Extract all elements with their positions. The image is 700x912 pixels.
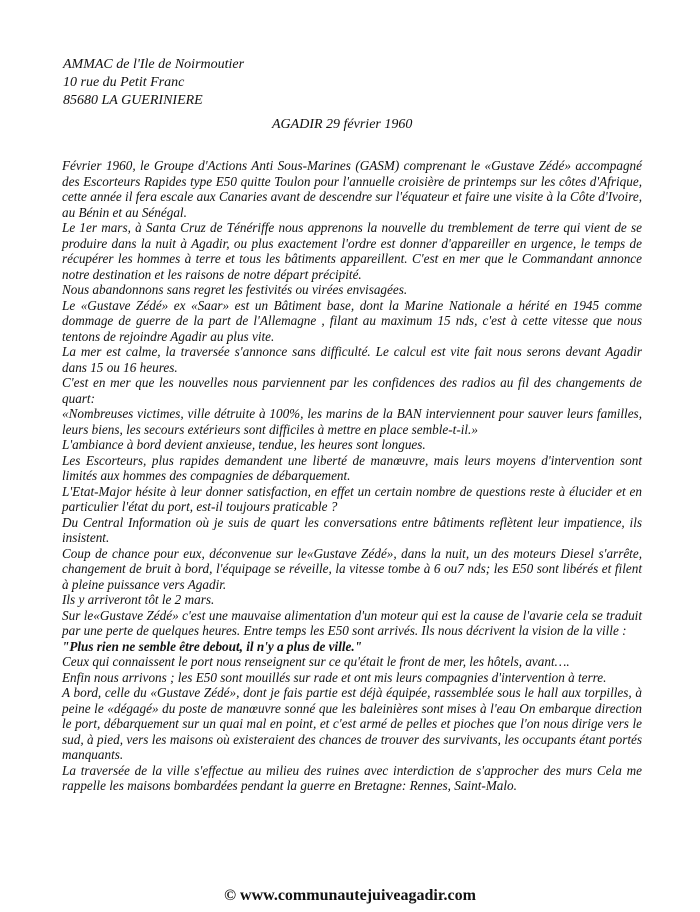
body-paragraph: L'Etat-Major hésite à leur donner satisfaction, en effet un certain nombre de questions reste à élucider et en particulier l'état du port, est-il toujours praticable ?: [62, 483, 642, 514]
body-paragraph: L'ambiance à bord devient anxieuse, tendue, les heures sont longues.: [62, 437, 426, 452]
body-paragraph: Coup de chance pour eux, déconvenue sur le«Gustave Zédé», dans la nuit, un des moteurs Diesel s'arrête, changement de bruit à bord, l'équipage se réveille, la vitesse tombe à 6 ou7 nds; les E50 sont libérés et filent à pleine puissance vers Agadir.: [62, 545, 642, 592]
body-paragraph: Du Central Information où je suis de quart les conversations entre bâtiments reflètent leur impatience, ils insistent.: [62, 514, 642, 545]
place-date: AGADIR 29 février 1960: [272, 117, 413, 132]
sender-address: [63, 56, 244, 110]
body-paragraph: A bord, celle du «Gustave Zédé», dont je fais partie est déjà équipée, rassemblée sous le hall aux torpilles, à peine le «dégagé» du poste de manœuvre sonné que les baleinières sont mises à l'eau On embarque direction le port, débarquement sur un quai mal en point, et c'est armé de pelles et pioches que l'on nous dirige vers le sud, à pied, vers les maisons où existeraient des chances de trouver des survivants, les occupants étant portés manquants.: [62, 685, 642, 762]
body-paragraph: La traversée de la ville s'effectue au milieu des ruines avec interdiction de s'approcher des murs Cela me rappelle les maisons bombardées pendant la guerre en Bretagne: Rennes, Saint-Malo.: [62, 762, 642, 793]
body-paragraph: Enfin nous arrivons ; les E50 sont mouillés sur rade et ont mis leurs compagnies d'intervention à terre.: [62, 669, 607, 685]
body-paragraph: «Nombreuses victimes, ville détruite à 100%, les marins de la BAN interviennent pour sauver leurs familles, leurs biens, les secours extérieurs sont difficiles à mettre en place semble-t-il.»: [62, 406, 642, 437]
address-line-organization: AMMAC de l'Ile de Noirmoutier: [63, 57, 245, 72]
body-paragraph: Sur le«Gustave Zédé» c'est une mauvaise alimentation d'un moteur qui est la cause de l'avarie cela se traduit par une perte de quelques heures. Entre temps les E50 sont arrivés. Ils nous décrivent la vision de la ville :: [62, 607, 642, 638]
body-paragraph: Ils y arriveront tôt le 2 mars.: [62, 592, 215, 607]
address-line-city: 85680 LA GUERINIERE: [63, 93, 203, 108]
body-paragraph: Le 1er mars, à Santa Cruz de Ténériffe nous apprenons la nouvelle du tremblement de terre qui vient de se produire dans la nuit à Agadir, ou plus exactement l'ordre est donner d'appareiller en urgence, le temps de récupérer les hommes à terre et tous les bâtiments appareillent. C'est en mer que le Commandant annonce notre destination et les raisons de notre départ précipité.: [62, 220, 642, 282]
body-paragraph: C'est en mer que les nouvelles nous parviennent par les confidences des radios au fil des changements de quart:: [62, 375, 642, 406]
body-paragraph: Nous abandonnons sans regret les festivités ou virées envisagées.: [62, 282, 408, 297]
body-paragraph: Le «Gustave Zédé» ex «Saar» est un Bâtiment base, dont la Marine Nationale a hérité en 1945 comme dommage de guerre de la part de l'Allemagne , filant au maximum 15 nds, c'est à cette vitesse que nous tentons de rejoindre Agadir au plus vite.: [62, 297, 642, 344]
body-paragraph: Ceux qui connaissent le port nous renseignent sur ce qu'était le front de mer, les hôtels, avant….: [62, 654, 570, 669]
body-paragraph: Les Escorteurs, plus rapides demandent une liberté de manœuvre, mais leurs moyens d'intervention sont limités aux hommes des compagnies de débarquement.: [62, 452, 642, 483]
address-line-street: 10 rue du Petit Franc: [63, 75, 185, 90]
letter-body: [62, 158, 642, 794]
body-paragraph: "Plus rien ne semble être debout, il n'y a plus de ville.": [62, 638, 362, 654]
body-paragraph: Février 1960, le Groupe d'Actions Anti Sous-Marines (GASM) comprenant le «Gustave Zédé» accompagné des Escorteurs Rapides type E50 quitte Toulon pour l'annuelle croisière de printemps sur les côtes d'Afrique, cette année il fera escale aux Canaries avant de descendre sur l'équateur et faire une visite à la Côte d'Ivoire, au Bénin et au Sénégal.: [62, 158, 642, 220]
body-paragraph: La mer est calme, la traversée s'annonce sans difficulté. Le calcul est vite fait nous serons devant Agadir dans 15 ou 16 heures.: [62, 344, 642, 375]
footer-watermark: © www.communautejuiveagadir.com: [224, 887, 476, 904]
